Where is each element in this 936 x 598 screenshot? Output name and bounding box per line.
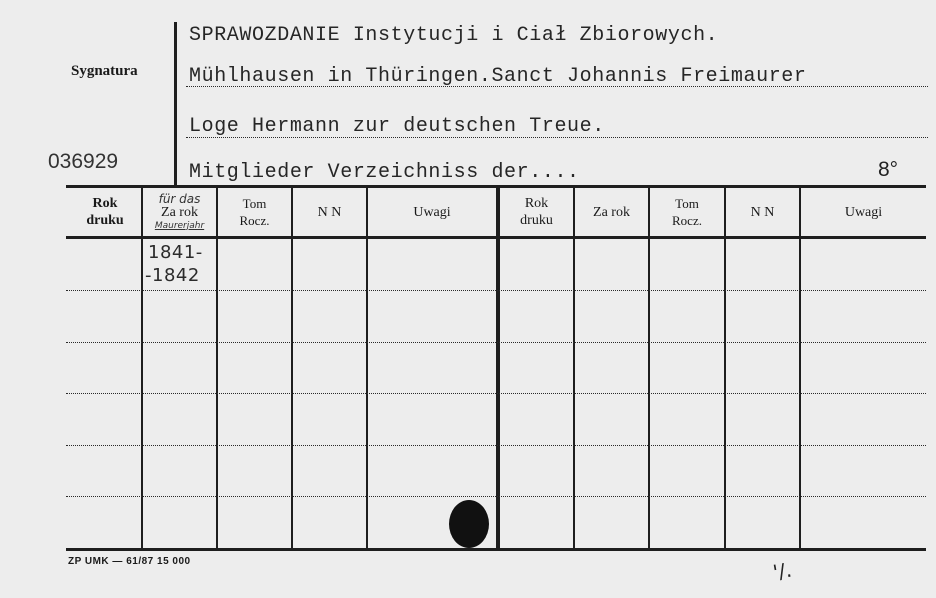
handwritten-annotation-fur-das: für das — [158, 191, 201, 206]
institution-category: SPRAWOZDANIE Instytucji i Ciał Zbiorowych. — [189, 24, 719, 47]
entry-za-rok-start: 1841- — [148, 242, 203, 263]
column-header-rok-druku: Rok druku — [86, 196, 124, 228]
punch-hole — [449, 500, 489, 548]
sygnatura-number: 036929 — [48, 150, 119, 173]
title-line-3: Mitglieder Verzeichniss der.... — [189, 161, 580, 184]
format-size: 8° — [878, 158, 899, 181]
handwritten-mark: '/. — [771, 557, 794, 585]
column-header-za-rok-2: Za rok — [593, 204, 630, 220]
column-header-uwagi-2: Uwagi — [844, 204, 883, 220]
title-line-1-rule — [186, 86, 928, 87]
column-header-tom-rocz: Tom Rocz. — [239, 196, 270, 228]
column-header-nn: N N — [317, 204, 342, 220]
row-rule — [66, 445, 926, 446]
row-rule — [66, 290, 926, 291]
column-header-uwagi: Uwagi — [413, 204, 451, 220]
title-line-1: Mühlhausen in Thüringen.Sanct Johannis Freimaurer — [189, 65, 807, 88]
entry-za-rok-end: -1842 — [145, 265, 200, 286]
handwritten-annotation-maurerjahr: Maurerjahr — [154, 220, 205, 231]
column-header-rok-druku-2: Rok druku — [520, 196, 553, 228]
sygnatura-label: Sygnatura — [71, 63, 138, 79]
title-line-2: Loge Hermann zur deutschen Treue. — [189, 115, 605, 138]
column-header-tom-rocz-2: Tom Rocz. — [672, 196, 702, 228]
header-divider — [174, 22, 177, 185]
column-header-nn-2: N N — [750, 204, 775, 220]
title-line-2-rule — [186, 137, 928, 138]
row-rule — [66, 496, 926, 497]
row-rule — [66, 342, 926, 343]
print-info: ZP UMK — 61/87 15 000 — [68, 556, 191, 567]
row-rule — [66, 393, 926, 394]
column-header-za-rok: für das Za rok Maurerjahr — [154, 191, 205, 231]
